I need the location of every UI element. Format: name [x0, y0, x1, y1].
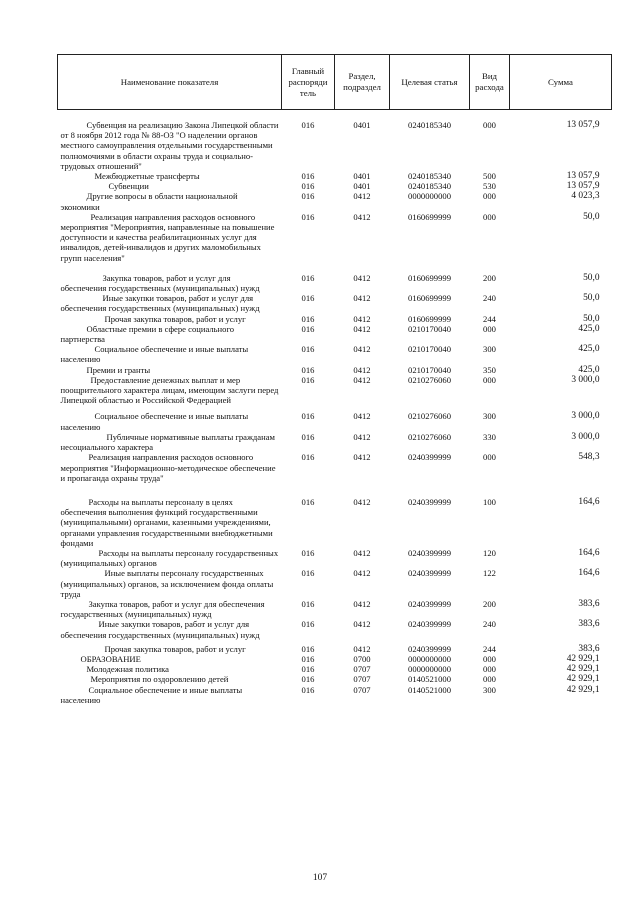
row-name: Предоставление денежных выплат и мер поощрительного характера лицам, имеющим заслуги перед Липецкой областью и Российской Федерацией [60, 374, 279, 406]
table-body [58, 110, 612, 705]
row-grbs: 016 [301, 313, 315, 324]
row-kind: 200 [483, 272, 496, 283]
table-row [58, 497, 612, 548]
header-target-article: Целевая статья [390, 55, 470, 110]
row-target: 0000000000 [408, 191, 451, 202]
row-target: 0210170040 [408, 323, 451, 334]
row-section: 0412 [353, 323, 371, 334]
page-number: 107 [312, 873, 328, 883]
row-sum: 425,0 [578, 323, 600, 334]
row-sum: 42 929,1 [566, 684, 600, 695]
row-sum: 383,6 [578, 643, 600, 654]
row-sum: 164,6 [578, 496, 600, 507]
row-sum: 3 000,0 [571, 431, 600, 442]
row-target: 0210170040 [408, 344, 451, 355]
row-name: Другие вопросы в области национальной экономики [60, 191, 238, 212]
row-target: 0160699999 [408, 313, 451, 324]
row-section: 0412 [353, 643, 371, 654]
row-target: 0160699999 [408, 272, 451, 283]
row-section: 0412 [353, 568, 371, 579]
row-sum: 50,0 [583, 272, 600, 283]
row-target: 0240399999 [408, 643, 451, 654]
row-target: 0140521000 [408, 674, 451, 685]
table-row [58, 568, 612, 599]
row-kind: 100 [483, 496, 496, 507]
row-grbs: 016 [301, 674, 315, 685]
row-kind: 000 [483, 120, 496, 130]
row-kind: 240 [483, 293, 496, 304]
row-section: 0412 [353, 211, 371, 222]
row-target: 0240399999 [408, 547, 451, 558]
row-grbs: 016 [301, 211, 315, 222]
row-section: 0707 [353, 664, 371, 675]
row-target: 0240399999 [408, 619, 451, 630]
row-grbs: 016 [301, 374, 315, 385]
row-sum: 50,0 [583, 211, 600, 222]
table-row [58, 685, 612, 705]
table-row [58, 432, 612, 452]
row-grbs: 016 [301, 598, 315, 609]
header-section: Раздел, подраздел [335, 55, 390, 110]
table-row [58, 375, 612, 406]
row-grbs: 016 [301, 293, 315, 304]
row-target: 0210276060 [408, 431, 451, 442]
row-name: Иные закупки товаров, работ и услуг для обеспечения государственных (муниципальных) нужд [60, 619, 260, 640]
table-row [58, 120, 612, 171]
row-grbs: 016 [301, 568, 315, 579]
row-name: Реализация направления расходов основного мероприятия "Информационно-методическое обеспечение и пропаганда охраны труда" [60, 452, 276, 483]
table-row [58, 293, 612, 313]
row-sum: 425,0 [578, 364, 600, 375]
row-sum: 42 929,1 [566, 674, 600, 685]
row-kind: 120 [483, 547, 496, 558]
row-sum: 548,3 [578, 452, 600, 463]
row-target: 0240399999 [408, 496, 451, 507]
row-grbs: 016 [301, 120, 315, 130]
row-name: Прочая закупка товаров, работ и услуг [104, 313, 246, 324]
row-sum: 164,6 [578, 547, 600, 558]
row-kind: 330 [483, 431, 496, 442]
row-target: 0240399999 [408, 598, 451, 609]
row-sum: 3 000,0 [571, 411, 600, 422]
row-sum: 42 929,1 [566, 653, 600, 664]
table-row [58, 548, 612, 568]
row-name: Социальное обеспечение и иные выплаты населению [60, 684, 243, 705]
row-grbs: 016 [301, 643, 315, 654]
row-kind: 300 [483, 411, 496, 422]
row-name: Социальное обеспечение и иные выплаты населению [60, 344, 249, 365]
row-grbs: 016 [301, 684, 315, 695]
row-section: 0412 [353, 313, 371, 324]
row-grbs: 016 [301, 653, 315, 664]
row-kind: 200 [483, 598, 496, 609]
row-kind: 244 [483, 643, 496, 654]
row-kind: 000 [483, 374, 496, 385]
row-name: Закупка товаров, работ и услуг для обеспечения государственных (муниципальных) нужд [60, 272, 260, 294]
row-grbs: 016 [301, 411, 315, 422]
table-row [58, 674, 612, 684]
row-name: Социальное обеспечение и иные выплаты населению [60, 411, 249, 432]
row-sum: 383,6 [578, 619, 600, 630]
row-target: 0210276060 [408, 374, 451, 385]
table-header [58, 55, 612, 110]
row-kind: 000 [483, 211, 496, 222]
row-sum: 50,0 [583, 293, 600, 304]
row-section: 0412 [353, 452, 371, 463]
row-sum: 383,6 [578, 598, 600, 609]
row-name: Молодежная политика [86, 664, 169, 675]
table-row [58, 411, 612, 431]
header-sum: Сумма [510, 55, 612, 110]
row-section: 0412 [353, 191, 371, 202]
row-grbs: 016 [301, 431, 315, 442]
row-target: 0240185340 [408, 171, 451, 182]
row-sum: 425,0 [578, 344, 600, 355]
row-kind: 350 [483, 364, 496, 375]
header-indicator-name: Наименование показателя [58, 55, 282, 110]
row-section: 0412 [353, 344, 371, 355]
row-sum: 3 000,0 [571, 374, 600, 385]
row-kind: 244 [483, 313, 496, 324]
row-sum: 4 023,3 [571, 191, 600, 202]
row-target: 0140521000 [408, 684, 451, 695]
table-row [58, 365, 612, 375]
row-name: Расходы на выплаты персоналу в целях обеспечения выполнения функций государственными (муниципальными) органами, казенными учреждениями, органами управления государственными внебюджетными фондами [60, 496, 273, 548]
row-grbs: 016 [301, 181, 315, 192]
row-target: 0240399999 [408, 452, 451, 463]
table-row [58, 181, 612, 191]
table-row [58, 273, 612, 293]
table-row [58, 314, 612, 324]
row-name: Межбюджетные трансферты [94, 171, 200, 182]
row-kind: 000 [483, 323, 496, 334]
row-section: 0412 [353, 598, 371, 609]
row-grbs: 016 [301, 323, 315, 334]
table-row [58, 644, 612, 654]
table-row [58, 452, 612, 483]
row-section: 0412 [353, 374, 371, 385]
row-section: 0412 [353, 364, 371, 375]
row-grbs: 016 [301, 496, 315, 507]
row-target: 0240185340 [408, 181, 451, 192]
row-section: 0412 [353, 619, 371, 630]
table-row [58, 324, 612, 344]
row-section: 0412 [353, 411, 371, 422]
row-kind: 000 [483, 452, 496, 463]
row-name: Мероприятия по оздоровлению детей [90, 674, 229, 685]
table-row [58, 191, 612, 211]
row-name: Областные премии в сфере социального партнерства [60, 323, 235, 345]
row-kind: 000 [483, 674, 496, 685]
row-name: Премии и гранты [86, 364, 151, 375]
row-grbs: 016 [301, 452, 315, 463]
table-row [58, 599, 612, 619]
row-target: 0210276060 [408, 411, 451, 422]
row-target: 0160699999 [408, 211, 451, 222]
row-name: Реализация направления расходов основного мероприятия "Мероприятия, направленные на повышение доступности и качества реабилитационных услуг для инвалидов, детей-инвалидов и других маломобильных групп населения" [60, 211, 275, 263]
row-section: 0412 [353, 431, 371, 442]
row-target: 0160699999 [408, 293, 451, 304]
table-row [58, 344, 612, 364]
row-name: Субвенции [108, 181, 149, 192]
table-row [58, 212, 612, 263]
table-row [58, 171, 612, 181]
row-grbs: 016 [301, 619, 315, 630]
header-expense-type: Вид расхода [470, 55, 510, 110]
row-sum: 164,6 [578, 568, 600, 579]
row-sum: 50,0 [583, 313, 600, 324]
row-kind: 240 [483, 619, 496, 630]
row-section: 0700 [353, 653, 371, 664]
row-section: 0412 [353, 272, 371, 283]
row-target: 0000000000 [408, 664, 451, 675]
document-page [57, 54, 611, 705]
row-name: Расходы на выплаты персоналу государственных (муниципальных) органов [60, 547, 279, 569]
row-section: 0401 [353, 171, 371, 182]
row-section: 0401 [353, 181, 371, 192]
row-kind: 000 [483, 653, 496, 664]
row-grbs: 016 [301, 191, 315, 202]
row-section: 0412 [353, 496, 371, 507]
table-row [58, 664, 612, 674]
row-target: 0210170040 [408, 364, 451, 375]
row-target: 0240185340 [408, 120, 451, 130]
row-section: 0401 [353, 120, 371, 130]
row-kind: 530 [483, 181, 496, 192]
row-grbs: 016 [301, 664, 315, 675]
row-name: ОБРАЗОВАНИЕ [80, 653, 141, 664]
row-kind: 000 [483, 664, 496, 675]
row-name: Иные закупки товаров, работ и услуг для обеспечения государственных (муниципальных) нужд [60, 293, 260, 314]
row-sum: 13 057,9 [566, 181, 600, 192]
row-target: 0000000000 [408, 653, 451, 664]
budget-table [57, 54, 612, 705]
row-name: Субвенция на реализацию Закона Липецкой области от 8 ноября 2012 года № 88-ОЗ "О наделении органов местного самоуправления отдельными государственными полномочиями в области охраны труда и социально-трудовых отношений" [60, 120, 279, 171]
header-main-manager: Главный распоряди тель [282, 55, 335, 110]
row-sum: 42 929,1 [566, 664, 600, 675]
row-name: Закупка товаров, работ и услуг для обеспечения государственных (муниципальных) нужд [60, 598, 265, 620]
row-kind: 500 [483, 171, 496, 182]
row-kind: 300 [483, 344, 496, 355]
row-section: 0707 [353, 674, 371, 685]
row-kind: 122 [483, 568, 496, 579]
row-grbs: 016 [301, 344, 315, 355]
row-section: 0707 [353, 684, 371, 695]
row-grbs: 016 [301, 171, 315, 182]
row-sum: 13 057,9 [566, 171, 600, 182]
row-grbs: 016 [301, 364, 315, 375]
row-grbs: 016 [301, 547, 315, 558]
table-row [58, 654, 612, 664]
row-sum: 13 057,9 [566, 120, 600, 130]
row-name: Прочая закупка товаров, работ и услуг [104, 643, 246, 654]
table-row [58, 619, 612, 639]
row-grbs: 016 [301, 272, 315, 283]
row-name: Публичные нормативные выплаты гражданам несоциального характера [60, 431, 275, 453]
row-section: 0412 [353, 547, 371, 558]
row-section: 0412 [353, 293, 371, 304]
row-kind: 300 [483, 684, 496, 695]
row-target: 0240399999 [408, 568, 451, 579]
row-name: Иные выплаты персоналу государственных (муниципальных) органов, за исключением фонда оплаты труда [60, 568, 274, 599]
row-kind: 000 [483, 191, 496, 202]
